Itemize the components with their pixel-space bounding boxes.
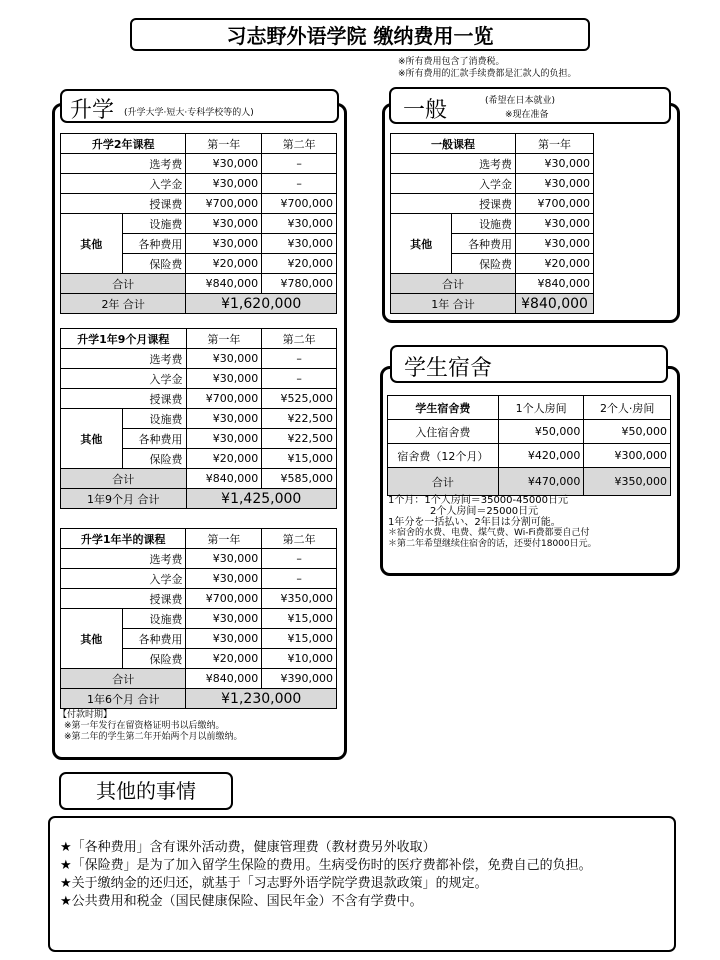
year1-value: ¥30,000 bbox=[516, 174, 594, 194]
year2-value: – bbox=[262, 549, 337, 569]
subtotal-year1: ¥840,000 bbox=[186, 274, 262, 294]
total-label: 1年9个月 合计 bbox=[61, 489, 187, 509]
dorm-heading: 学生宿舍 bbox=[404, 356, 493, 381]
total-row bbox=[388, 468, 671, 496]
year2-value: ¥22,500 bbox=[262, 409, 337, 429]
fee-row bbox=[61, 389, 337, 409]
fee-row bbox=[61, 549, 337, 569]
other-label: 其他 bbox=[61, 409, 123, 469]
total-row bbox=[61, 489, 337, 509]
row-label: 设施费 bbox=[122, 609, 186, 629]
year2-value: ¥350,000 bbox=[262, 589, 337, 609]
year2-value: ¥15,000 bbox=[262, 609, 337, 629]
total-value: ¥1,425,000 bbox=[186, 489, 336, 509]
subtotal-label: 合计 bbox=[61, 274, 186, 294]
year1-value: ¥30,000 bbox=[516, 154, 594, 174]
year2-value: ¥10,000 bbox=[262, 649, 337, 669]
single-room-value: ¥420,000 bbox=[498, 444, 584, 468]
single-room-total: ¥470,000 bbox=[498, 468, 584, 496]
year2-value: ¥30,000 bbox=[262, 214, 337, 234]
col-year1: 第一年 bbox=[186, 134, 262, 154]
row-label: 保险费 bbox=[122, 254, 186, 274]
row-label: 授课费 bbox=[61, 589, 186, 609]
subtotal-label: 合计 bbox=[391, 274, 516, 294]
fee-row bbox=[388, 444, 671, 468]
year2-value: ¥525,000 bbox=[262, 389, 337, 409]
row-label: 授课费 bbox=[61, 194, 186, 214]
subtotal-year1: ¥840,000 bbox=[186, 669, 262, 689]
dorm-note-line: 2个人房间＝25000日元 bbox=[430, 506, 539, 517]
fee-row bbox=[391, 194, 594, 214]
single-room-header: 1个人房间 bbox=[498, 396, 584, 420]
subtotal-row bbox=[391, 274, 594, 294]
col-year2: 第二年 bbox=[262, 134, 337, 154]
dorm-notes bbox=[388, 495, 597, 550]
year1-value: ¥30,000 bbox=[186, 349, 262, 369]
course-table-1yr9m bbox=[60, 328, 337, 509]
row-label: 各种费用 bbox=[122, 429, 186, 449]
shengxue-tab bbox=[60, 89, 339, 123]
row-label: 入学金 bbox=[61, 174, 186, 194]
dorm-note-line: ＊宿舍的水费、电费、煤气费、Wi-Fi费都要自己付 bbox=[388, 528, 590, 538]
year1-value: ¥30,000 bbox=[186, 234, 262, 254]
year1-value: ¥700,000 bbox=[516, 194, 594, 214]
double-room-value: ¥50,000 bbox=[584, 420, 671, 444]
year1-value: ¥30,000 bbox=[186, 214, 262, 234]
subtotal-year1: ¥840,000 bbox=[516, 274, 594, 294]
subtotal-label: 合计 bbox=[61, 469, 187, 489]
course-name: 升学1年9个月课程 bbox=[61, 329, 187, 349]
general-tab bbox=[389, 87, 671, 124]
row-label: 设施费 bbox=[122, 409, 186, 429]
row-label: 设施费 bbox=[122, 214, 186, 234]
row-label: 各种费用 bbox=[122, 629, 186, 649]
row-label: 宿舍费（12个月） bbox=[388, 444, 499, 468]
other-label: 其他 bbox=[391, 214, 452, 274]
other-label: 其他 bbox=[61, 214, 123, 274]
total-value: ¥840,000 bbox=[516, 294, 594, 314]
year1-value: ¥30,000 bbox=[516, 234, 594, 254]
course-name: 升学2年课程 bbox=[61, 134, 186, 154]
row-label: 授课费 bbox=[61, 389, 187, 409]
row-label: 选考费 bbox=[61, 154, 186, 174]
year1-value: ¥30,000 bbox=[186, 409, 262, 429]
year1-value: ¥30,000 bbox=[186, 154, 262, 174]
general-subheading: (希望在日本就业) bbox=[485, 96, 556, 106]
year1-value: ¥20,000 bbox=[186, 254, 262, 274]
dorm-note-line: ＊第二年希望继续住宿舍的话，还要付18000日元。 bbox=[388, 539, 597, 549]
other-matters-heading: 其他的事情 bbox=[96, 779, 196, 803]
fee-row bbox=[61, 609, 337, 629]
year2-value: ¥20,000 bbox=[262, 254, 337, 274]
page-title: 习志野外语学院 缴纳费用一览 bbox=[130, 18, 590, 51]
course-table-1yr6m bbox=[60, 528, 337, 709]
year1-value: ¥20,000 bbox=[186, 649, 262, 669]
year1-value: ¥30,000 bbox=[186, 629, 262, 649]
row-label: 选考费 bbox=[391, 154, 516, 174]
fee-row bbox=[61, 569, 337, 589]
total-value: ¥1,230,000 bbox=[186, 689, 337, 709]
total-label: 合计 bbox=[388, 468, 499, 496]
course-table-2yr bbox=[60, 133, 337, 314]
top-notes bbox=[398, 56, 577, 80]
fee-row bbox=[391, 174, 594, 194]
row-label: 保险费 bbox=[122, 449, 186, 469]
payment-note-line: ※第一年发行在留资格证明书以后缴纳。 bbox=[64, 721, 225, 731]
payment-note-line: ※第二年的学生第二年开始两个月以前缴纳。 bbox=[64, 732, 243, 742]
fee-row bbox=[61, 349, 337, 369]
year2-value: ¥22,500 bbox=[262, 429, 337, 449]
col-year2: 第二年 bbox=[262, 329, 337, 349]
fee-row bbox=[61, 174, 337, 194]
remittance-note: ※所有费用的汇款手续费都是汇款人的负担。 bbox=[398, 69, 577, 79]
col-year1: 第一年 bbox=[186, 329, 262, 349]
row-label: 各种费用 bbox=[452, 234, 516, 254]
double-room-header: 2个人·房间 bbox=[584, 396, 671, 420]
other-matter-line: ★关于缴纳金的还归还，就基于「习志野外语学院学费退款政策」的规定。 bbox=[60, 876, 488, 891]
year2-value: – bbox=[262, 154, 337, 174]
year1-value: ¥30,000 bbox=[186, 369, 262, 389]
other-label: 其他 bbox=[61, 609, 123, 669]
subtotal-year2: ¥585,000 bbox=[262, 469, 337, 489]
row-label: 入住宿舍费 bbox=[388, 420, 499, 444]
total-row bbox=[61, 689, 337, 709]
year1-value: ¥20,000 bbox=[186, 449, 262, 469]
fee-row bbox=[61, 194, 337, 214]
year2-value: ¥30,000 bbox=[262, 234, 337, 254]
subtotal-row bbox=[61, 469, 337, 489]
year2-value: – bbox=[262, 349, 337, 369]
tax-note: ※所有费用包含了消费税。 bbox=[398, 57, 505, 67]
year1-value: ¥30,000 bbox=[186, 569, 262, 589]
year1-value: ¥30,000 bbox=[186, 609, 262, 629]
subtotal-row bbox=[61, 274, 337, 294]
row-label: 授课费 bbox=[391, 194, 516, 214]
general-prep-note: ※现在准备 bbox=[505, 110, 549, 120]
dorm-note-line: 1个月：1个人房间＝35000-45000日元 bbox=[388, 495, 568, 506]
single-room-value: ¥50,000 bbox=[498, 420, 584, 444]
year2-value: ¥15,000 bbox=[262, 449, 337, 469]
fee-row bbox=[388, 420, 671, 444]
fee-row bbox=[61, 589, 337, 609]
fee-row bbox=[61, 369, 337, 389]
subtotal-year1: ¥840,000 bbox=[186, 469, 262, 489]
year1-value: ¥700,000 bbox=[186, 589, 262, 609]
dorm-note-line: 1年分を一括払い、2年目は分割可能。 bbox=[388, 517, 561, 528]
year1-value: ¥30,000 bbox=[186, 174, 262, 194]
fee-row bbox=[61, 409, 337, 429]
year1-value: ¥20,000 bbox=[516, 254, 594, 274]
row-label: 选考费 bbox=[61, 349, 187, 369]
row-label: 入学金 bbox=[391, 174, 516, 194]
row-label: 选考费 bbox=[61, 549, 186, 569]
shengxue-subheading: (升学大学·短大·专科学校等的人) bbox=[124, 108, 254, 118]
total-row bbox=[391, 294, 594, 314]
subtotal-row bbox=[61, 669, 337, 689]
row-label: 设施费 bbox=[452, 214, 516, 234]
total-label: 1年6个月 合计 bbox=[61, 689, 186, 709]
other-matter-line: ★公共费用和税金（国民健康保险、国民年金）不含有学费中。 bbox=[60, 894, 423, 909]
col-year2: 第二年 bbox=[262, 529, 337, 549]
subtotal-year2: ¥390,000 bbox=[262, 669, 337, 689]
year1-value: ¥30,000 bbox=[516, 214, 594, 234]
total-row bbox=[61, 294, 337, 314]
double-room-value: ¥300,000 bbox=[584, 444, 671, 468]
double-room-total: ¥350,000 bbox=[584, 468, 671, 496]
fee-row bbox=[61, 214, 337, 234]
other-matters-box bbox=[48, 816, 676, 952]
total-value: ¥1,620,000 bbox=[186, 294, 337, 314]
general-heading: 一般 bbox=[403, 98, 448, 123]
course-name: 一般课程 bbox=[391, 134, 516, 154]
payment-notes bbox=[58, 710, 243, 743]
row-label: 保险费 bbox=[122, 649, 186, 669]
dorm-fee-header: 学生宿舍费 bbox=[388, 396, 499, 420]
year1-value: ¥700,000 bbox=[186, 194, 262, 214]
dorm-tab bbox=[390, 345, 668, 383]
subtotal-label: 合计 bbox=[61, 669, 186, 689]
total-label: 2年 合计 bbox=[61, 294, 186, 314]
year1-value: ¥30,000 bbox=[186, 549, 262, 569]
year2-value: ¥700,000 bbox=[262, 194, 337, 214]
payment-notes-title: 【付款时期】 bbox=[58, 710, 113, 720]
fee-row bbox=[61, 154, 337, 174]
year2-value: – bbox=[262, 369, 337, 389]
general-course-table bbox=[390, 133, 594, 314]
row-label: 保险费 bbox=[452, 254, 516, 274]
row-label: 入学金 bbox=[61, 569, 186, 589]
other-matter-line: ★「各种费用」含有课外活动费，健康管理费（教材费另外收取） bbox=[60, 840, 436, 855]
row-label: 入学金 bbox=[61, 369, 187, 389]
course-name: 升学1年半的课程 bbox=[61, 529, 186, 549]
year1-value: ¥700,000 bbox=[186, 389, 262, 409]
other-matters-tab bbox=[59, 772, 233, 810]
total-label: 1年 合计 bbox=[391, 294, 516, 314]
subtotal-year2: ¥780,000 bbox=[262, 274, 337, 294]
col-year1: 第一年 bbox=[186, 529, 262, 549]
fee-row bbox=[391, 214, 594, 234]
dorm-table bbox=[387, 395, 671, 496]
row-label: 各种费用 bbox=[122, 234, 186, 254]
year2-value: – bbox=[262, 174, 337, 194]
year2-value: ¥15,000 bbox=[262, 629, 337, 649]
year1-value: ¥30,000 bbox=[186, 429, 262, 449]
year2-value: – bbox=[262, 569, 337, 589]
other-matter-line: ★「保险费」是为了加入留学生保险的费用。生病受伤时的医疗费都补偿，免费自己的负担。 bbox=[60, 858, 592, 873]
col-year1: 第一年 bbox=[516, 134, 594, 154]
shengxue-heading: 升学 bbox=[70, 98, 115, 123]
fee-row bbox=[391, 154, 594, 174]
